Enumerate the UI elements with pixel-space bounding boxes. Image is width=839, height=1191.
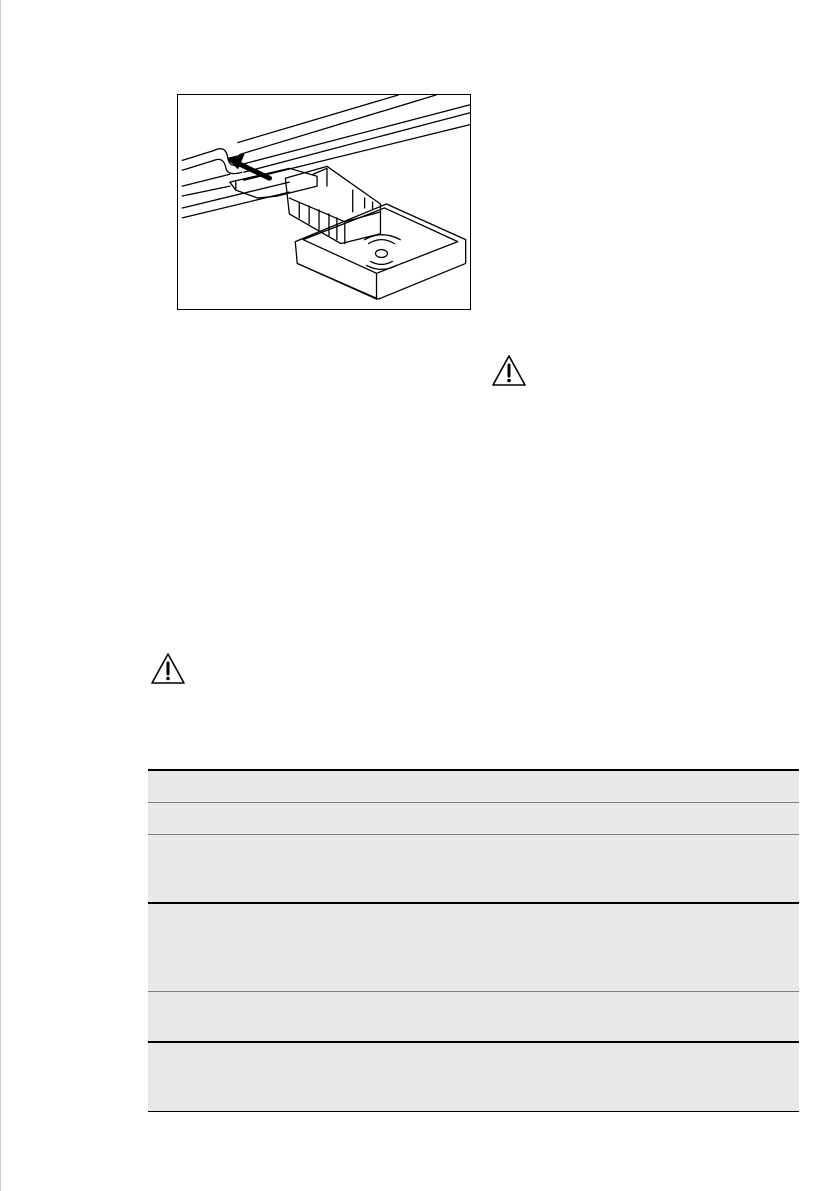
table-row xyxy=(148,835,799,904)
warning-triangle-icon xyxy=(491,354,527,388)
filter-illustration xyxy=(177,94,471,310)
page-edge xyxy=(0,0,1,1191)
warning-triangle-icon xyxy=(150,652,186,686)
troubleshooting-table xyxy=(148,769,799,1112)
table-row xyxy=(148,992,799,1043)
table-row xyxy=(148,803,799,835)
table-row xyxy=(148,904,799,992)
table-row xyxy=(148,1043,799,1112)
table-row xyxy=(148,771,799,803)
